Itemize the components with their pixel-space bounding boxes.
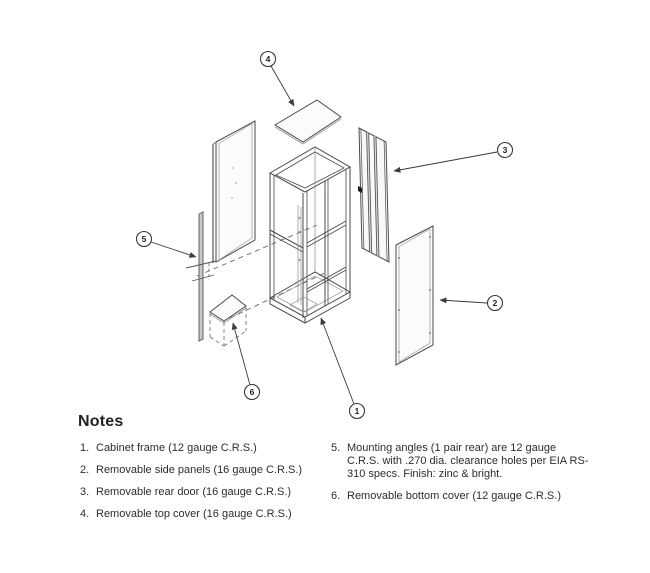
note-item-1 xyxy=(80,442,331,455)
notes-column-right xyxy=(331,442,591,530)
note-text: Removable side panels (16 gauge C.R.S.) xyxy=(96,464,303,476)
callout-2-leader xyxy=(440,300,487,303)
frame-rail-right-low-a xyxy=(307,267,346,289)
note-item-5 xyxy=(331,442,591,481)
panel-hole xyxy=(235,182,237,184)
note-number: 5. xyxy=(331,442,341,454)
notes-column-left xyxy=(80,442,331,530)
callout-1 xyxy=(321,318,365,419)
callout-4 xyxy=(261,52,295,107)
hidden-edge xyxy=(210,337,224,346)
bottom-cover xyxy=(210,295,246,346)
note-number: 6. xyxy=(331,490,341,502)
dash-line-lower xyxy=(230,272,327,318)
note-text: Removable bottom cover (12 gauge C.R.S.) xyxy=(347,490,561,502)
panel-hole xyxy=(231,197,233,199)
panel-hole xyxy=(429,332,431,334)
note-number: 1. xyxy=(80,442,90,454)
callout-5 xyxy=(137,232,197,258)
note-text: Mounting angles (1 pair rear) are 12 gauge C.R.S. with .270 dia. clearance holes per EIA RS-310 specs. Finish: zinc & bright. xyxy=(347,442,589,480)
hidden-edge xyxy=(224,331,246,346)
note-item-6 xyxy=(331,490,591,503)
rail-hole xyxy=(299,259,301,261)
callout-3 xyxy=(394,143,513,172)
callout-3-leader xyxy=(394,152,497,171)
frame-rail-right-mid-a xyxy=(307,221,346,243)
note-number: 4. xyxy=(80,508,90,520)
top-cover-face xyxy=(275,100,341,142)
note-number: 2. xyxy=(80,464,90,476)
top-cover xyxy=(275,100,341,144)
rail-hole xyxy=(299,245,301,247)
note-number: 3. xyxy=(80,486,90,498)
note-text: Cabinet frame (12 gauge C.R.S.) xyxy=(96,442,257,454)
notes-heading: Notes xyxy=(78,413,124,430)
mounting-angle xyxy=(186,212,216,341)
note-item-2 xyxy=(80,464,331,477)
callout-1-number: 1 xyxy=(354,406,360,416)
panel-hole xyxy=(398,309,400,311)
callout-2-number: 2 xyxy=(492,298,498,308)
callout-2 xyxy=(440,296,503,311)
note-text: Removable rear door (16 gauge C.R.S.) xyxy=(96,486,292,498)
callout-5-leader xyxy=(151,242,196,257)
callout-1-leader xyxy=(321,318,354,404)
mounting-angle-strip xyxy=(199,212,203,341)
note-item-4 xyxy=(80,508,331,521)
side-panel-right xyxy=(396,226,433,365)
side-panel-right-face xyxy=(396,226,433,365)
callout-4-leader xyxy=(271,66,294,106)
callout-6 xyxy=(233,323,260,400)
callout-6-leader xyxy=(233,323,250,385)
panel-hole xyxy=(429,289,431,291)
notes-columns xyxy=(80,442,623,530)
notes-section xyxy=(78,413,623,530)
cabinet-frame xyxy=(270,147,350,323)
rail-hole xyxy=(299,217,301,219)
callout-6-number: 6 xyxy=(249,387,255,397)
frame-base-skirt xyxy=(270,292,350,323)
panel-hole xyxy=(429,236,431,238)
frame-bottom-inner xyxy=(277,276,343,312)
rear-door xyxy=(358,128,389,262)
note-item-3 xyxy=(80,486,331,499)
callout-3-number: 3 xyxy=(502,145,508,155)
callout-4-number: 4 xyxy=(265,54,271,64)
panel-hole xyxy=(398,257,400,259)
side-panel-left xyxy=(213,121,255,263)
panel-hole xyxy=(232,167,234,169)
frame-rail-right-mid-b xyxy=(307,225,346,247)
rail-hole xyxy=(299,231,301,233)
note-text: Removable top cover (16 gauge C.R.S.) xyxy=(96,508,292,520)
panel-hole xyxy=(398,351,400,353)
callout-5-number: 5 xyxy=(141,234,147,244)
